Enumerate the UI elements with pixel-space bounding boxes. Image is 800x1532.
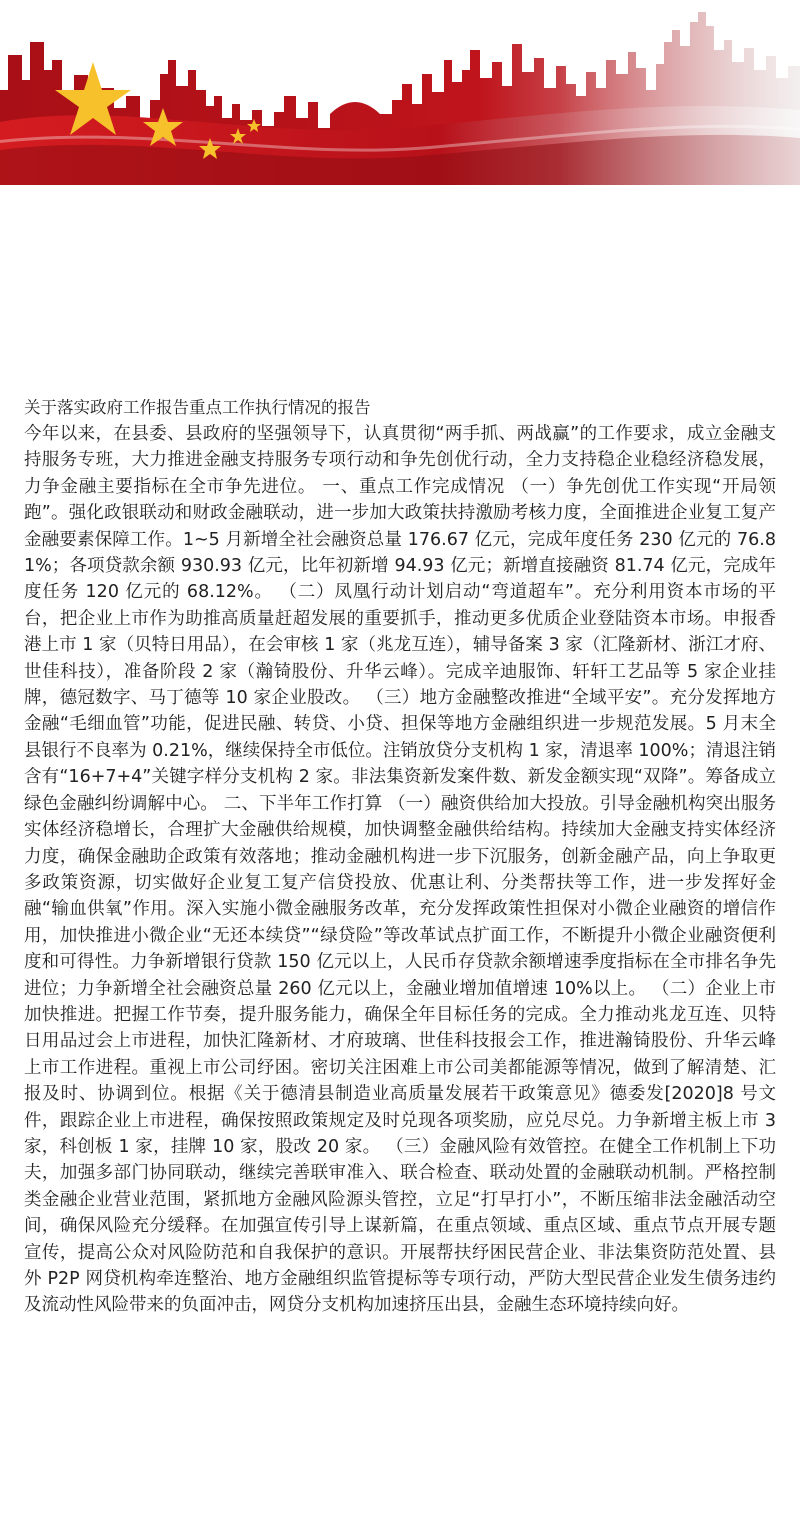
city-skyline-illustration xyxy=(0,0,800,185)
report-document xyxy=(24,394,776,1319)
header-banner xyxy=(0,0,800,185)
document-body: 今年以来，在县委、县政府的坚强领导下，认真贯彻“两手抓、两战赢”的工作要求，成立金融支持服务专班，大力推进金融支持服务专项行动和争先创优行动，全力支持稳企业稳经济稳发展，力争金融主要指标在全市争先进位。 一、重点工作完成情况 （一）争先创优工作实现“开局领跑”。强化政银联动和财政金融联动，进一步加大政策扶持激励考核力度，全面推进企业复工复产金融要素保障工作。1~5 月新增全社会融资总量 176.67 亿元，完成年度任务 230 亿元的 76.81%；各项贷款余额 930.93 亿元，比年初新增 94.93 亿元；新增直接融资 81.74 亿元，完成年度任务 120 亿元的 68.12%。 （二）凤凰行动计划启动“弯道超车”。充分利用资本市场的平台，把企业上市作为助推高质量赶超发展的重要抓手，推动更多优质企业登陆资本市场。申报香港上市 1 家（贝特日用品），在会审核 1 家（兆龙互连），辅导备案 3 家（汇隆新材、浙江才府、世佳科技），准备阶段 2 家（瀚锜股份、升华云峰）。完成辛迪服饰、轩轩工艺品等 5 家企业挂牌，德冠数字、马丁德等 10 家企业股改。 （三）地方金融整改推进“全域平安”。充分发挥地方金融“毛细血管”功能，促进民融、转贷、小贷、担保等地方金融组织进一步规范发展。5 月末全县银行不良率为 0.21%，继续保持全市低位。注销放贷分支机构 1 家，清退率 100%；清退注销含有“16+7+4”关键字样分支机构 2 家。非法集资新发案件数、新发金额实现“双降”。筹备成立绿色金融纠纷调解中心。 二、下半年工作打算 （一）融资供给加大投放。引导金融机构突出服务实体经济稳增长，合理扩大金融供给规模，加快调整金融供给结构。持续加大金融支持实体经济力度，确保金融助企政策有效落地；推动金融机构进一步下沉服务，创新金融产品，向上争取更多政策资源，切实做好企业复工复产信贷投放、优惠让利、分类帮扶等工作，进一步发挥好金融“输血供氧”作用。深入实施小微金融服务改革，充分发挥政策性担保对小微企业融资的增信作用，加快推进小微企业“无还本续贷”“绿贷险”等改革试点扩面工作，不断提升小微企业融资便利度和可得性。力争新增银行贷款 150 亿元以上，人民币存贷款余额增速季度指标在全市排名争先进位；力争新增全社会融资总量 260 亿元以上，金融业增加值增速 10%以上。 （二）企业上市加快推进。把握工作节奏，提升服务能力，确保全年目标任务的完成。全力推动兆龙互连、贝特日用品过会上市进程，加快汇隆新材、才府玻璃、世佳科技报会工作，推进瀚锜股份、升华云峰上市工作进程。重视上市公司纾困。密切关注困难上市公司美都能源等情况，做到了解清楚、汇报及时、协调到位。根据《关于德清县制造业高质量发展若干政策意见》德委发[2020]8 号文件，跟踪企业上市进程，确保按照政策规定及时兑现各项奖励，应兑尽兑。力争新增主板上市 3 家，科创板 1 家，挂牌 10 家，股改 20 家。 （三）金融风险有效管控。在健全工作机制上下功夫，加强多部门协同联动，继续完善联审准入、联合检查、联动处置的金融联动机制。严格控制类金融企业营业范围，紧抓地方金融风险源头管控，立足“打早打小”，不断压缩非法金融活动空间，确保风险充分缓释。在加强宣传引导上谋新篇，在重点领域、重点区域、重点节点开展专题宣传，提高公众对风险防范和自我保护的意识。开展帮扶纾困民营企业、非法集资防范处置、县外 P2P 网贷机构牵连整治、地方金融组织监管提标等专项行动，严防大型民营企业发生债务违约及流动性风险带来的负面冲击，网贷分支机构加速挤压出县，金融生态环境持续向好。 xyxy=(24,424,776,1316)
document-title: 关于落实政府工作报告重点工作执行情况的报告 xyxy=(24,398,371,417)
